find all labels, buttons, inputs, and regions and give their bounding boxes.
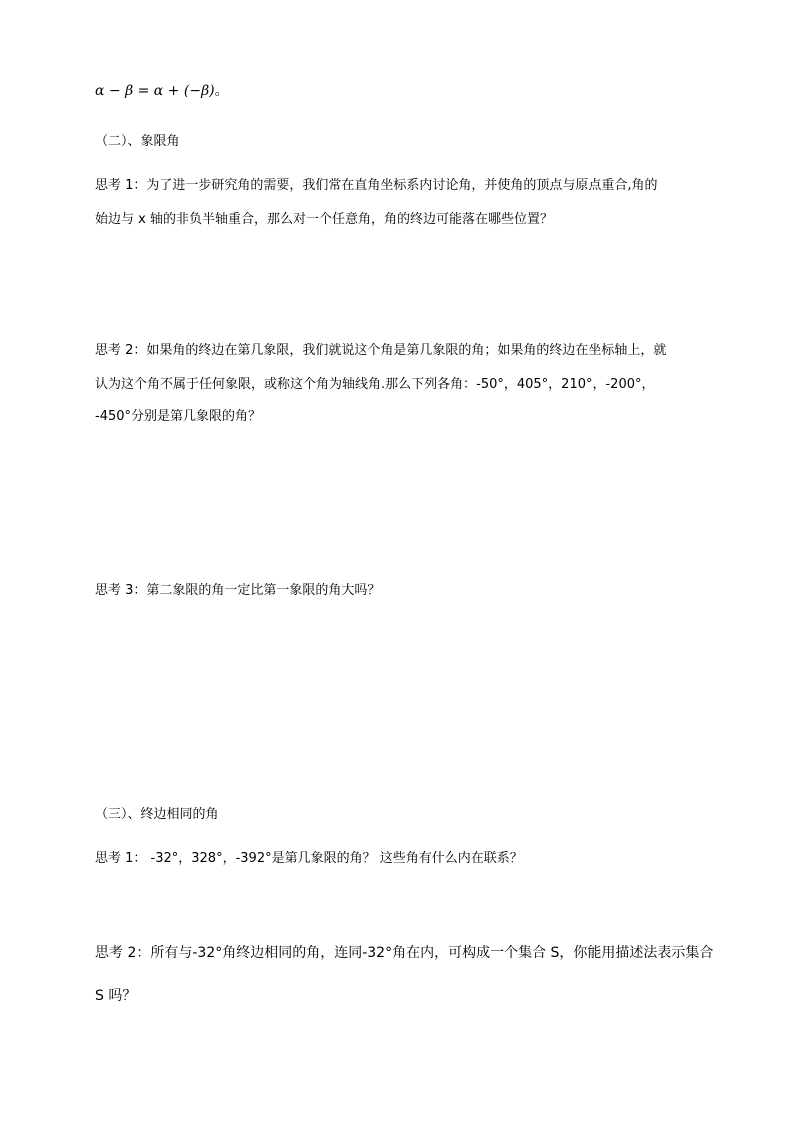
- think2-line3: -450°分别是第几象限的角？: [95, 409, 262, 424]
- formula-text: α − β = α + (−β): [95, 83, 215, 99]
- section-heading-quadrant-angle: （二）、象限角: [95, 134, 180, 149]
- formula-period: 。: [214, 83, 229, 99]
- formula-alpha-minus-beta: [95, 83, 229, 99]
- coterminal-think2-line1: 思考 2：所有与-32°角终边相同的角，连同-32°角在内，可构成一个集合 S，你能用描述法表示集合: [95, 945, 714, 961]
- coterminal-think2-line2: S 吗？: [95, 988, 137, 1004]
- coterminal-think1-line1: 思考 1： -32°，328°，-392°是第几象限的角？ 这些角有什么内在联系？: [95, 851, 523, 866]
- think2-line1: 思考 2：如果角的终边在第几象限，我们就说这个角是第几象限的角；如果角的终边在坐标轴上，就: [95, 343, 667, 358]
- think1-line2: 始边与 x 轴的非负半轴重合，那么对一个任意角，角的终边可能落在哪些位置？: [95, 212, 553, 227]
- think3-line1: 思考 3：第二象限的角一定比第一象限的角大吗？: [95, 583, 381, 598]
- section-heading-coterminal-angle: （三）、终边相同的角: [95, 807, 219, 822]
- think2-line2: 认为这个角不属于任何象限，或称这个角为轴线角.那么下列各角：-50°，405°，210°，-200°，: [95, 377, 655, 392]
- think1-line1: 思考 1：为了进一步研究角的需要，我们常在直角坐标系内讨论角，并使角的顶点与原点重合,角的: [95, 178, 658, 193]
